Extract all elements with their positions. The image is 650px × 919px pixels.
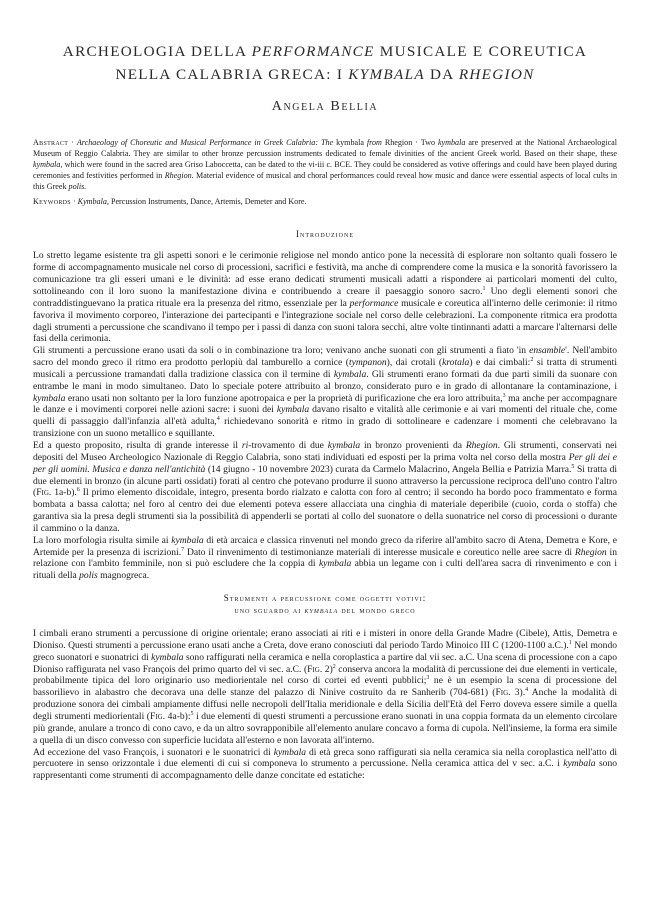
figure-ref[interactable]: Fig.	[495, 687, 511, 699]
figure-ref[interactable]: Fig.	[307, 663, 323, 675]
paragraph: La loro morfologia risulta simile ai kymbala di età arcaica e classica rinvenuti nel mondo greco da riferire all'ambito sacro di Atena, Demetra e Kore, e Artemide per la presenza di iscrizioni.$^7$ Dato il rinvenimento di testimonianze materiali di interesse musicale e coreutico nelle aree sacre di Rhegion in relazione con l'ambito femminile, non si può escludere che la coppia di kymbala abbia un legame con i culti dell'area sacra di rinvenimento e con i rituali della polis magnogreca.	[33, 534, 618, 582]
paragraph: Gli strumenti a percussione erano usati da soli o in combinazione tra loro; venivano anche suonati con gli strumenti a fiato 'in ensamble'. Nell'ambito sacro del mondo greco il ritmo era prodotto perlopiù dal tamburello a cornice (tympanon), dai crotali (krotala) e dai cimbali:$^2$ si tratta di strumenti musicali a percussione tramandati dalla tradizione classica con il termine di kymbala. Gli strumenti erano formati da due parti simili da suonare con entrambe le mani in modo simultaneo. Dato lo speciale potere attribuito al bronzo, considerato puro e in grado di allontanare la contaminazione, i kymbala erano usati non soltanto per la loro funzione apotropaica e per la proprietà di purificazione che era loro attribuita,$^3$ ma anche per accompagnare le danze e i movimenti corporei nelle azioni sacre: i suoni dei kymbala davano risalto e vitalità alle cerimonie e ai vari momenti del rituale che, come quelli di passaggio dall'infanzia all'età adulta,$^4$ richiedevano sonorità e ritmo in grado di sottolineare e cadenzare i momenti che celebravano la transizione con un suono metallico e squillante.	[33, 345, 618, 440]
article-author: Angela Bellia	[271, 99, 379, 114]
footnote-ref[interactable]: 2	[530, 356, 534, 363]
footnote-ref[interactable]: 5	[190, 710, 194, 717]
section-heading-intro: Introduzione	[296, 229, 354, 240]
footnote-ref[interactable]: 3	[502, 392, 506, 399]
footnote-ref[interactable]: 1	[482, 285, 486, 292]
footnote-ref[interactable]: 7	[181, 546, 185, 553]
figure-ref[interactable]: Fig.	[150, 711, 166, 722]
body-text	[33, 250, 617, 582]
footnote-ref[interactable]: 2	[332, 663, 336, 670]
article-page	[33, 40, 617, 782]
paragraph: I cimbali erano strumenti a percussione di origine orientale; erano associati ai riti e i misteri in onore della Grande Madre (Cibele), Attis, Demetra e Dioniso. Questi strumenti a percussione erano usati anche a Creta, dove erano conosciuti dal periodo Tardo Minoico III C (1200-1100 a.C.).$^1$ Nel mondo greco suonatori e suonatrici di kymbala sono raffigurati nella ceramica e nella coroplastica a partire dal vii sec. a.C. Una scena di processione con a capo Dioniso raffigurata nel vaso François del primo quarto del vi sec. a.C. (Fig. 2)$^2$ conserva ancora la modalità di percussione dei due elementi in verticale, probabilmente tipica del loro originario uso mediorientale nel corso di cortei ed eventi pubblici;$^3$ ne è un esempio la scena di processione del bassorilievo in alabastro che decorava una delle stanze del palazzo di Ninive costruito da re Sanherib (704-681) (Fig. 3).$^4$ Anche la modalità di produzione sonora dei cimbali ampiamente diffusi nelle necropoli dell'Italia meridionale e della Sicilia dell'Età del Ferro doveva essere simile a quella degli strumenti mediorientali (Fig. 4a-b):$^5$ i due elementi di questi strumenti a percussione erano suonati in una coppia formata da un elemento circolare più grande, anulare a tronco di cono cavo, e da un altro sovrapponibile all'elemento anulare concavo a forma di cupola. Nell'insieme, la forma era simile a quella di un disco convesso con superficie lucidata all'esterno e non lavorata all'interno.	[33, 628, 618, 746]
footnote-ref[interactable]: 6	[76, 487, 80, 494]
paragraph: Lo stretto legame esistente tra gli aspetti sonori e le cerimonie religiose nel mondo antico pone la necessità di esplorare non soltanto quali fossero le forme di accompagnamento musicale nel corso di processioni, sacrifici e festività, ma anche di comprendere come la musica e la sonorità favorissero la comunicazione tra gli esseri umani e le divinità: ad esse erano dedicati strumenti musicali adatti a rispondere ai particolari momenti del culto, sottolineando con il loro suono la manifestazione divina e contribuendo a creare il paesaggio sonoro sacro.$^1$ Uno degli elementi sonori che contraddistinguevano la pratica rituale era la presenza del ritmo, essenziale per la performance musicale e coreutica all'interno delle cerimonie: il ritmo favoriva il movimento corporeo, l'interazione dei partecipanti e l'integrazione sociale nel corso delle celebrazioni. La componente ritmica era prodotta dagli strumenti a percussione che scandivano il tempo per i passi di danza con suoni talora secchi, altre volte tintinnanti adatti a marcare l'alternarsi delle fasi della cerimonia.	[33, 250, 617, 345]
footnote-ref[interactable]: 3	[426, 675, 430, 682]
paragraph: Ed a questo proposito, risulta di grande interesse il ri-trovamento di due kymbala in bronzo provenienti da Rhegion. Gli strumenti, conservati nei depositi del Museo Archeologico Nazionale di Reggio Calabria, sono stati individuati ed esposti per la prima volta nel corso della mostra Per gli dei e per gli uomini. Musica e danza nell'antichità (14 giugno - 10 novembre 2023) curata da Carmelo Malacrino, Angela Bellia e Patrizia Marra.$^5$ Si tratta di due elementi in bronzo (in alcune parti ossidati) forati al centro che potevano produrre il suono attraverso la percussione reciproca dell'uno contro l'altro (Fig. 1a-b).$^6$ Il primo elemento discoidale, integro, presenta bordo rialzato e calotta con foro al centro; il secondo ha bordo poco frammentato e forma bombata a bassa calotta; nel foro al centro dei due elementi poteva essere allacciata una cinghia di materiale deperibile (cuoio, corda o stoffa) che garantiva sia la presa degli strumenti sia la possibilità di appenderli se portati al collo del suonatore o della suonatrice nel corso di processioni o durante il cammino o la danza.	[33, 439, 618, 534]
abstract-label: Abstract	[33, 138, 69, 147]
footnote-ref[interactable]: 1	[568, 639, 572, 646]
keywords-label: Keywords	[33, 197, 71, 207]
section-heading-votive: Strumenti a percussione come oggetti votivi: uno sguardo ai kymbala del mondo greco	[223, 593, 427, 616]
footnote-ref[interactable]: 4	[525, 687, 529, 694]
keywords: Keywords · Kymbala, Percussion Instruments, Dance, Artemis, Demeter and Kore.	[33, 197, 307, 207]
footnote-ref[interactable]: 5	[571, 463, 575, 470]
paragraph: Ad eccezione del vaso François, i suonatori e le suonatrici di kymbala di età greca sono raffigurati sia nella ceramica sia nella coroplastica nell'atto di percuotere in senso orizzontale i due elementi di cui si componeva lo strumento a percussione. Nella ceramica attica del v sec. a.C. i kymbala sono rappresentanti come strumenti di accompagnamento delle danze concitate ed estatiche:	[33, 746, 618, 782]
body-text-2	[33, 628, 617, 782]
title-line-2: NELLA CALABRIA GRECA: I KYMBALA DA RHEGION	[115, 66, 535, 83]
figure-ref[interactable]: Fig.	[36, 487, 52, 499]
footnote-ref[interactable]: 4	[216, 416, 220, 423]
abstract: Abstract · Archaeology of Choreutic and Musical Performance in Greek Calabria: The kymbala from Rhegion · Two kymbala are preserved at the National Archaeological Museum of Reggio Calabria. They are similar to other bronze percussion instruments dedicated to female divinities of the ancient Greek world. Based on their shape, these kymbala, which were found in the sacred area Griso Laboccetta, can be dated to the vi-iii c. BCE. They could be considered as votive offerings and could have been played during ceremonies and festivities performed in Rhegion. Material evidence of musical and choral performances could reveal how music and dance were essential aspects of local cults in this Greek polis.	[33, 138, 617, 192]
title-line-1: ARCHEOLOGIA DELLA PERFORMANCE MUSICALE E COREUTICA	[62, 43, 588, 60]
article-title	[33, 40, 617, 86]
